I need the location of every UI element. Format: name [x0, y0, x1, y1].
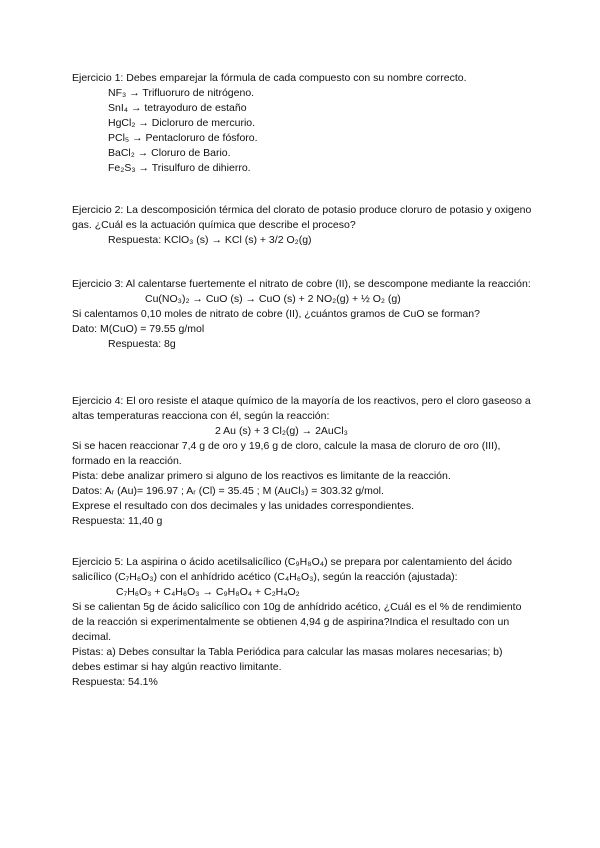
exercise-1-item: HgCl₂ → Dicloruro de mercurio.	[108, 117, 256, 129]
exercise-5-reaction: C₇H₆O₃ + C₄H₆O₃ → C₉H₈O₄ + C₂H₄O₂	[116, 586, 300, 598]
exercise-3-statement: Ejercicio 3: Al calentarse fuertemente el nitrato de cobre (II), se descompone mediante la reacción:	[72, 278, 531, 290]
exercise-4-hint: Pista: debe analizar primero si alguno de los reactivos es limitante de la reacción.	[72, 470, 451, 482]
exercise-3-reaction: Cu(NO₃)₂ → CuO (s) → CuO (s) + 2 NO₂(g) + ½ O₂ (g)	[145, 293, 401, 305]
exercise-4-answer: Respuesta: 11,40 g	[72, 515, 163, 527]
exercise-3	[72, 277, 532, 352]
exercise-3-data: Dato: M(CuO) = 79.55 g/mol	[72, 323, 205, 335]
exercise-3-question: Si calentamos 0,10 moles de nitrato de cobre (II), ¿cuántos gramos de CuO se forman?	[72, 308, 480, 320]
exercise-5-statement: Ejercicio 5: La aspirina o ácido acetilsalicílico (C₉H₈O₄) se prepara por calentamiento del ácido salicílico (C₇H₆O₃) con el anhídrido acético (C₄H₆O₃), según la reacción (ajustada):	[72, 556, 513, 583]
exercise-5-question: Si se calientan 5g de ácido salicílico con 10g de anhídrido acético, ¿Cuál es el % de rendimiento de la reacción si experimentalmente se obtienen 4,94 g de aspirina?Indica el resultado con un decimal.	[72, 601, 522, 643]
exercise-4-data: Datos: Aᵣ (Au)= 196.97 ; Aᵣ (Cl) = 35.45 ; M (AuCl₃) = 303.32 g/mol.	[72, 485, 384, 497]
exercise-4-format: Exprese el resultado con dos decimales y las unidades correspondientes.	[72, 500, 415, 512]
exercise-5-hints: Pistas: a) Debes consultar la Tabla Periódica para calcular las masas molares necesarias; b) debes estimar si hay algún reactivo limitante.	[72, 646, 503, 673]
exercise-1-item: NF₃ → Trifluoruro de nitrógeno.	[108, 87, 255, 99]
exercise-1	[72, 71, 532, 176]
exercise-4	[72, 394, 532, 529]
exercise-1-item: Fe₂S₃ → Trisulfuro de dihierro.	[108, 162, 251, 174]
exercise-4-question: Si se hacen reaccionar 7,4 g de oro y 19,6 g de cloro, calcule la masa de cloruro de oro (III), formado en la reacción.	[72, 440, 501, 467]
exercise-2	[72, 203, 532, 248]
exercise-1-item: SnI₄ → tetrayoduro de estaño	[108, 102, 247, 114]
exercise-4-statement: Ejercicio 4: El oro resiste el ataque químico de la mayoría de los reactivos, pero el cloro gaseoso a altas temperaturas reacciona con él, según la reacción:	[72, 395, 531, 422]
exercise-1-item: PCl₅ → Pentacloruro de fósforo.	[108, 132, 258, 144]
exercise-3-answer: Respuesta: 8g	[108, 338, 176, 350]
exercise-5	[72, 555, 532, 690]
exercise-4-reaction: 2 Au (s) + 3 Cl₂(g) → 2AuCl₃	[215, 425, 348, 437]
exercise-2-statement: Ejercicio 2: La descomposición térmica del clorato de potasio produce cloruro de potasio y oxigeno gas. ¿Cuál es la actuación química que describe el proceso?	[72, 204, 532, 231]
exercise-2-answer: Respuesta: KClO₃ (s) → KCl (s) + 3/2 O₂(g)	[108, 234, 312, 246]
exercise-1-statement: Ejercicio 1: Debes emparejar la fórmula de cada compuesto con su nombre correcto.	[72, 72, 467, 84]
exercise-5-answer: Respuesta: 54.1%	[72, 676, 158, 688]
exercise-1-item: BaCl₂ → Cloruro de Bario.	[108, 147, 231, 159]
